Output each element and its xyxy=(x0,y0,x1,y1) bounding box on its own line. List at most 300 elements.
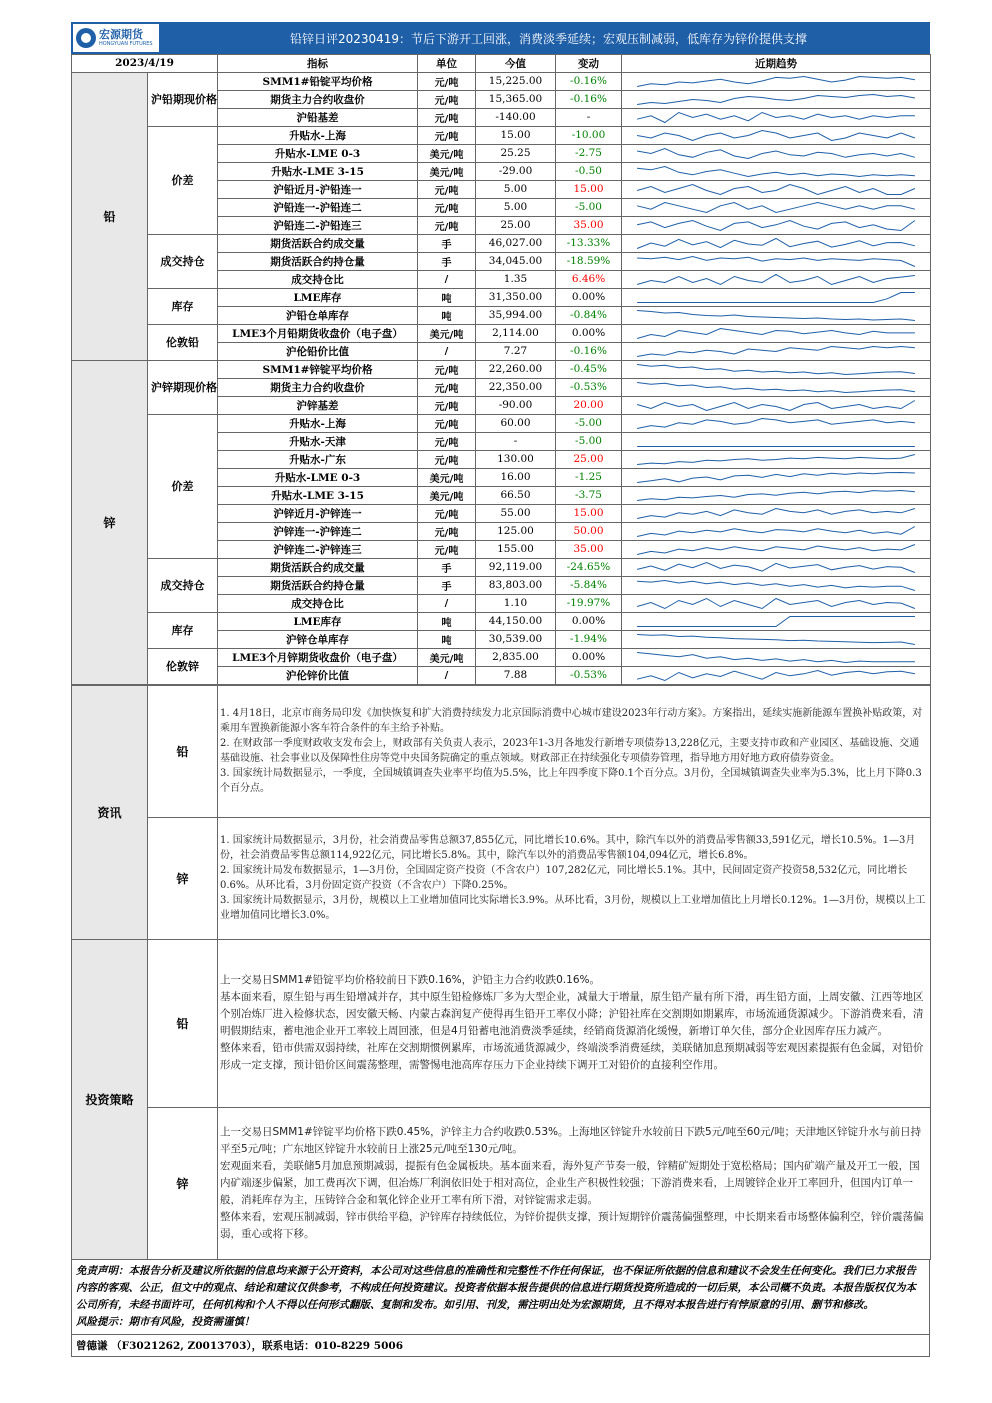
trend-sparkline xyxy=(625,451,927,468)
trend-line xyxy=(637,634,915,644)
strategy-lead-label: 铅 xyxy=(148,939,218,1107)
indicator-name: 期货活跃合约持仓量 xyxy=(218,252,418,270)
news-zinc-p1: 1. 国家统计局数据显示，3月份，社会消费品零售总额37,855亿元，同比增长10.6%。其中，除汽车以外的消费品零售额33,591亿元，增长10.5%。1—3月份，社会消费品零售总额114,922亿元，同比增长5.8%。其中，除汽车以外的消费品零售额104,094亿元，增长6.8%。 xyxy=(220,835,916,861)
col-header-indicator: 指标 xyxy=(218,55,418,73)
trend-line xyxy=(637,526,915,536)
trend-sparkline xyxy=(625,361,927,378)
trend-line xyxy=(637,400,915,410)
logo-emblem-icon xyxy=(76,28,96,48)
trend-line xyxy=(637,598,915,608)
indicator-name: 升贴水-上海 xyxy=(218,126,418,144)
current-value: 155.00 xyxy=(476,540,556,558)
indicator-unit: 手 xyxy=(418,234,476,252)
trend-cell xyxy=(622,270,931,288)
trend-sparkline xyxy=(625,595,927,612)
change-value: -1.94% xyxy=(556,630,622,648)
group-label: 伦敦铅 xyxy=(148,324,218,360)
trend-cell xyxy=(622,612,931,630)
strategy-zinc-p3: 整体来看，宏观压制减弱，锌市供给平稳，沪锌库存持续低位，为锌价提供支撑，预计短期锌价震荡偏强整理，中长期来看市场整体偏利空，锌价震荡偏弱，重心或将下移。 xyxy=(220,1210,924,1240)
table-row xyxy=(72,324,931,342)
trend-line xyxy=(637,274,915,284)
change-value: 35.00 xyxy=(556,540,622,558)
current-value: 16.00 xyxy=(476,468,556,486)
group-label: 库存 xyxy=(148,612,218,648)
trend-sparkline xyxy=(625,343,927,360)
strategy-zinc-body xyxy=(218,1107,931,1259)
current-value: -90.00 xyxy=(476,396,556,414)
current-value: 15,365.00 xyxy=(476,90,556,108)
trend-sparkline xyxy=(625,199,927,216)
indicator-name: LME库存 xyxy=(218,288,418,306)
table-row xyxy=(72,360,931,378)
indicator-name: 升贴水-LME 3-15 xyxy=(218,486,418,504)
trend-cell xyxy=(622,486,931,504)
trend-sparkline xyxy=(625,127,927,144)
trend-sparkline xyxy=(625,109,927,126)
change-value: 15.00 xyxy=(556,504,622,522)
disclaimer-text: 免责声明：本报告分析及建议所依据的信息均来源于公开资料，本公司对这些信息的准确性和完整性不作任何保证，也不保证所依据的信息和建议不会发生任何变化。我们已力求报告内容的客观、公正，但文中的观点、结论和建议仅供参考，不构成任何投资建议。投资者依据本报告提供的信息进行期货投资所造成的一切后果，本公司概不负责。本报告版权仅为本公司所有，未经书面许可，任何机构和个人不得以任何形式翻版、复制和发布。如引用、刊发，需注明出处为宏源期货，且不得对本报告进行有悖原意的引用、删节和修改。 xyxy=(76,1264,916,1311)
indicator-unit: 美元/吨 xyxy=(418,144,476,162)
indicator-name: 升贴水-LME 0-3 xyxy=(218,144,418,162)
indicator-unit: 手 xyxy=(418,576,476,594)
indicator-name: 沪铅仓单库存 xyxy=(218,306,418,324)
group-label: 成交持仓 xyxy=(148,234,218,288)
indicator-unit: 元/吨 xyxy=(418,360,476,378)
col-header-trend: 近期趋势 xyxy=(622,55,931,73)
trend-sparkline xyxy=(625,181,927,198)
change-value: -13.33% xyxy=(556,234,622,252)
trend-line xyxy=(637,112,915,122)
current-value: 7.27 xyxy=(476,342,556,360)
current-value: 1.10 xyxy=(476,594,556,612)
trend-sparkline xyxy=(625,469,927,486)
indicator-name: 成交持仓比 xyxy=(218,270,418,288)
strategy-section-label: 投资策略 xyxy=(72,939,148,1259)
news-lead-p3: 3. 国家统计局数据显示，一季度，全国城镇调查失业率平均值为5.5%，比上年四季度下降0.1个百分点。3月份，全国城镇调查失业率为5.3%，比上月下降0.3个百分点。 xyxy=(220,768,922,794)
trend-line xyxy=(637,76,915,86)
indicator-name: LME3个月锌期货收盘价（电子盘） xyxy=(218,648,418,666)
news-lead-body xyxy=(218,685,931,817)
risk-warning: 风险提示：期市有风险，投资需谨慎！ xyxy=(76,1315,255,1328)
group-label: 库存 xyxy=(148,288,218,324)
indicator-name: SMM1#铅锭平均价格 xyxy=(218,72,418,90)
change-value: -5.84% xyxy=(556,576,622,594)
current-value: 2,114.00 xyxy=(476,324,556,342)
indicator-unit: 元/吨 xyxy=(418,180,476,198)
current-value: 5.00 xyxy=(476,198,556,216)
report-title: 铅锌日评20230419：节后下游开工回涨，消费淡季延续；宏观压制减弱，低库存为锌价提供支撑 xyxy=(289,31,808,46)
trend-line xyxy=(637,490,915,500)
indicator-unit: 元/吨 xyxy=(418,198,476,216)
trend-sparkline xyxy=(625,73,927,90)
trend-sparkline xyxy=(625,577,927,594)
indicator-name: SMM1#锌锭平均价格 xyxy=(218,360,418,378)
trend-line xyxy=(637,562,915,572)
indicator-name: 升贴水-广东 xyxy=(218,450,418,468)
trend-cell xyxy=(622,198,931,216)
change-value: -5.00 xyxy=(556,432,622,450)
indicator-unit: 元/吨 xyxy=(418,90,476,108)
trend-cell xyxy=(622,252,931,270)
strategy-zinc-label: 锌 xyxy=(148,1107,218,1259)
trend-cell xyxy=(622,576,931,594)
change-value: 25.00 xyxy=(556,450,622,468)
current-value: 2,835.00 xyxy=(476,648,556,666)
indicator-name: 沪铅连二-沪铅连三 xyxy=(218,216,418,234)
news-lead-label: 铅 xyxy=(148,685,218,817)
logo-name-en: HONGYUAN FUTURES xyxy=(99,41,153,47)
trend-line xyxy=(637,94,915,104)
strategy-zinc-p2: 宏观面来看，美联储5月加息预期减弱，提振有色金属板块。基本面来看，海外复产节奏一般，锌精矿短期处于宽松格局；国内矿端产量及开工一般，国内矿端逐步偏紧，加工费再次下调，但冶炼厂利润依旧处于相对高位，企业生产积极性较强；下游消费来看，上周镀锌企业开工率回升，但国内订单一般，消耗库存为主，压铸锌合金和氧化锌企业开工率有所下滑，对锌锭需求走弱。 xyxy=(220,1159,920,1206)
strategy-lead-p2: 基本面来看，原生铅与再生铅增减并存，其中原生铅检修炼厂多为大型企业，减量大于增量，原生铅产量有所下滑，再生铅方面，上周安徽、江西等地区个别冶炼厂进入检修状态，因安徽天畅、内蒙古森润复产使得再生铅开工率仅小降；沪铅社库在交割期如期累库，市场流通货源减少。下游消费来看，清明假期结束，蓄电池企业开工率较上周回涨，但是4月铅蓄电池消费淡季延续，经销商货源消化缓慢，新增订单欠佳，部分企业因库存压力减产。 xyxy=(220,991,924,1037)
trend-sparkline xyxy=(625,163,927,180)
change-value: -0.53% xyxy=(556,666,622,684)
current-value: 66.50 xyxy=(476,486,556,504)
indicator-unit: 元/吨 xyxy=(418,72,476,90)
indicator-unit: 元/吨 xyxy=(418,378,476,396)
table-header-row xyxy=(72,55,931,73)
change-value: - xyxy=(556,108,622,126)
indicator-unit: 吨 xyxy=(418,630,476,648)
trend-line xyxy=(637,256,915,266)
trend-sparkline xyxy=(625,433,927,450)
col-header-change: 变动 xyxy=(556,55,622,73)
trend-sparkline xyxy=(625,145,927,162)
trend-line xyxy=(637,310,915,320)
indicator-name: LME库存 xyxy=(218,612,418,630)
current-value: 83,803.00 xyxy=(476,576,556,594)
change-value: -0.16% xyxy=(556,90,622,108)
indicator-unit: 元/吨 xyxy=(418,432,476,450)
current-value: 44,150.00 xyxy=(476,612,556,630)
change-value: -2.75 xyxy=(556,144,622,162)
table-row xyxy=(72,414,931,432)
trend-sparkline xyxy=(625,523,927,540)
trend-line xyxy=(637,238,915,248)
trend-sparkline xyxy=(625,667,927,684)
change-value: 15.00 xyxy=(556,180,622,198)
indicator-name: LME3个月铅期货收盘价（电子盘） xyxy=(218,324,418,342)
indicator-unit: 吨 xyxy=(418,306,476,324)
trend-cell xyxy=(622,522,931,540)
indicator-name: 沪锌连二-沪锌连三 xyxy=(218,540,418,558)
current-value: 25.25 xyxy=(476,144,556,162)
change-value: 35.00 xyxy=(556,216,622,234)
disclaimer-block xyxy=(71,1260,930,1335)
trend-sparkline xyxy=(625,379,927,396)
news-zinc-label: 锌 xyxy=(148,817,218,939)
indicator-unit: 元/吨 xyxy=(418,126,476,144)
indicator-unit: 元/吨 xyxy=(418,540,476,558)
indicator-name: 沪锌连一-沪锌连二 xyxy=(218,522,418,540)
trend-line xyxy=(637,202,915,212)
table-row xyxy=(72,126,931,144)
group-label: 成交持仓 xyxy=(148,558,218,612)
trend-cell xyxy=(622,108,931,126)
indicator-unit: / xyxy=(418,342,476,360)
indicator-name: 期货活跃合约成交量 xyxy=(218,234,418,252)
logo-name-cn: 宏源期货 xyxy=(99,28,143,41)
change-value: 0.00% xyxy=(556,612,622,630)
trend-line xyxy=(637,292,915,302)
current-value: 130.00 xyxy=(476,450,556,468)
trend-line xyxy=(637,382,915,392)
trend-sparkline xyxy=(625,613,927,630)
company-logo xyxy=(73,24,159,52)
trend-cell xyxy=(622,666,931,684)
trend-line xyxy=(637,346,915,356)
trend-sparkline xyxy=(625,649,927,666)
trend-cell xyxy=(622,144,931,162)
current-value: 55.00 xyxy=(476,504,556,522)
news-zinc-p2: 2. 国家统计局发布数据显示，1—3月份，全国固定资产投资（不含农户）107,282亿元，同比增长5.1%。其中，民间固定资产投资58,532亿元，同比增长0.6%。从环比看，3月份固定资产投资（不含农户）下降0.25%。 xyxy=(220,865,908,891)
indicator-name: 沪锌基差 xyxy=(218,396,418,414)
indicator-unit: 元/吨 xyxy=(418,504,476,522)
strategy-lead-body xyxy=(218,939,931,1107)
indicator-unit: 元/吨 xyxy=(418,414,476,432)
table-row xyxy=(72,648,931,666)
col-header-unit: 单位 xyxy=(418,55,476,73)
trend-cell xyxy=(622,414,931,432)
trend-sparkline xyxy=(625,307,927,324)
change-value: -5.00 xyxy=(556,414,622,432)
change-value: -10.00 xyxy=(556,126,622,144)
indicator-name: 沪锌近月-沪锌连一 xyxy=(218,504,418,522)
change-value: -0.45% xyxy=(556,360,622,378)
strategy-lead-p3: 整体来看，铅市供需双弱持续，社库在交割期惯例累库，市场流通货源减少，终端淡季消费延续，美联储加息预期减弱等宏观因素提振有色金属，对铅价形成一定支撑，预计铅价区间震荡整理，需警惕电池高库存压力下企业持续下调开工对铅价的直接利空作用。 xyxy=(220,1042,924,1071)
indicator-name: 成交持仓比 xyxy=(218,594,418,612)
current-value: - xyxy=(476,432,556,450)
indicator-unit: 元/吨 xyxy=(418,522,476,540)
trend-cell xyxy=(622,468,931,486)
trend-cell xyxy=(622,360,931,378)
trend-line xyxy=(637,652,915,662)
indicator-unit: / xyxy=(418,594,476,612)
trend-sparkline xyxy=(625,271,927,288)
indicator-unit: 美元/吨 xyxy=(418,162,476,180)
current-value: -29.00 xyxy=(476,162,556,180)
change-value: -0.50 xyxy=(556,162,622,180)
strategy-zinc-p1: 上一交易日SMM1#锌锭平均价格下跌0.45%，沪锌主力合约收跌0.53%。上海地区锌锭升水较前日下跌5元/吨至60元/吨；天津地区锌锭升水与前日持平至5元/吨；广东地区锌锭升水较前日上涨25元/吨至130元/吨。 xyxy=(220,1125,922,1155)
change-value: -24.65% xyxy=(556,558,622,576)
current-value: 22,260.00 xyxy=(476,360,556,378)
indicator-name: 升贴水-天津 xyxy=(218,432,418,450)
current-value: 125.00 xyxy=(476,522,556,540)
indicator-name: 期货主力合约收盘价 xyxy=(218,378,418,396)
change-value: 20.00 xyxy=(556,396,622,414)
indicator-unit: 美元/吨 xyxy=(418,486,476,504)
current-value: 7.88 xyxy=(476,666,556,684)
trend-line xyxy=(637,166,915,176)
indicator-name: 沪铅连一-沪铅连二 xyxy=(218,198,418,216)
change-value: 6.46% xyxy=(556,270,622,288)
news-zinc-p3: 3. 国家统计局数据显示，3月份，规模以上工业增加值同比实际增长3.9%。从环比看，3月份，规模以上工业增加值比上月增长0.12%。1—3月份，规模以上工业增加值同比增长3.0%。 xyxy=(220,895,926,921)
current-value: 25.00 xyxy=(476,216,556,234)
change-value: -0.16% xyxy=(556,342,622,360)
trend-sparkline xyxy=(625,397,927,414)
indicator-name: 升贴水-LME 3-15 xyxy=(218,162,418,180)
trend-line xyxy=(637,472,915,482)
current-value: -140.00 xyxy=(476,108,556,126)
trend-sparkline xyxy=(625,217,927,234)
trend-cell xyxy=(622,648,931,666)
indicator-name: 沪锌仓单库存 xyxy=(218,630,418,648)
change-value: 0.00% xyxy=(556,324,622,342)
indicator-unit: 吨 xyxy=(418,612,476,630)
indicator-unit: / xyxy=(418,270,476,288)
indicator-name: 期货活跃合约持仓量 xyxy=(218,576,418,594)
change-value: -1.25 xyxy=(556,468,622,486)
trend-cell xyxy=(622,342,931,360)
change-value: -3.75 xyxy=(556,486,622,504)
trend-sparkline xyxy=(625,487,927,504)
current-value: 15.00 xyxy=(476,126,556,144)
trend-cell xyxy=(622,504,931,522)
report-date: 2023/4/19 xyxy=(72,55,218,73)
news-zinc-body xyxy=(218,817,931,939)
trend-sparkline xyxy=(625,559,927,576)
trend-sparkline xyxy=(625,235,927,252)
trend-cell xyxy=(622,306,931,324)
change-value: -5.00 xyxy=(556,198,622,216)
indicator-unit: 手 xyxy=(418,558,476,576)
trend-cell xyxy=(622,324,931,342)
indicator-name: 沪伦锌价比值 xyxy=(218,666,418,684)
trend-sparkline xyxy=(625,505,927,522)
trend-sparkline xyxy=(625,415,927,432)
trend-line xyxy=(637,454,915,464)
indicator-unit: 元/吨 xyxy=(418,216,476,234)
indicator-unit: 元/吨 xyxy=(418,396,476,414)
trend-sparkline xyxy=(625,541,927,558)
trend-sparkline xyxy=(625,91,927,108)
trend-cell xyxy=(622,378,931,396)
news-lead-p2: 2. 在财政部一季度财政收支发布会上，财政部有关负责人表示，2023年1-3月各地发行新增专项债券13,228亿元，主要支持市政和产业园区、基础设施、交通基础设施、社会事业以及保障性住房等党中央国务院确定的重点领域。财政部正在持续强化专项债券管理，指导地方用好地方政府债券资金。 xyxy=(220,738,920,764)
trend-line xyxy=(637,220,915,230)
news-table xyxy=(71,685,931,1260)
current-value: 46,027.00 xyxy=(476,234,556,252)
indicator-unit: 手 xyxy=(418,252,476,270)
group-label: 沪铅期现价格 xyxy=(148,72,218,126)
trend-cell xyxy=(622,540,931,558)
current-value: 30,539.00 xyxy=(476,630,556,648)
market-data-table xyxy=(71,54,931,685)
current-value: 34,045.00 xyxy=(476,252,556,270)
trend-line xyxy=(637,328,915,338)
trend-cell xyxy=(622,558,931,576)
trend-cell xyxy=(622,288,931,306)
col-header-current: 今值 xyxy=(476,55,556,73)
trend-line xyxy=(637,670,915,680)
indicator-name: 沪铅基差 xyxy=(218,108,418,126)
trend-cell xyxy=(622,234,931,252)
change-value: -19.97% xyxy=(556,594,622,612)
change-value: -0.84% xyxy=(556,306,622,324)
indicator-unit: 元/吨 xyxy=(418,108,476,126)
indicator-unit: 元/吨 xyxy=(418,450,476,468)
indicator-name: 期货主力合约收盘价 xyxy=(218,90,418,108)
trend-line xyxy=(637,544,915,554)
change-value: 0.00% xyxy=(556,288,622,306)
trend-line xyxy=(637,418,915,428)
change-value: -0.16% xyxy=(556,72,622,90)
strategy-lead-p1: 上一交易日SMM1#铅锭平均价格较前日下跌0.16%，沪铅主力合约收跌0.16%。 xyxy=(220,974,600,986)
change-value: 50.00 xyxy=(556,522,622,540)
current-value: 92,119.00 xyxy=(476,558,556,576)
table-row xyxy=(72,612,931,630)
indicator-unit: 美元/吨 xyxy=(418,468,476,486)
indicator-name: 升贴水-LME 0-3 xyxy=(218,468,418,486)
indicator-unit: 美元/吨 xyxy=(418,648,476,666)
group-label: 沪锌期现价格 xyxy=(148,360,218,414)
report-header xyxy=(71,22,930,54)
table-row xyxy=(72,234,931,252)
trend-cell xyxy=(622,180,931,198)
trend-sparkline xyxy=(625,289,927,306)
change-value: 0.00% xyxy=(556,648,622,666)
trend-cell xyxy=(622,396,931,414)
trend-sparkline xyxy=(625,631,927,648)
news-section-label: 资讯 xyxy=(72,685,148,939)
section-label: 锌 xyxy=(72,360,148,684)
trend-sparkline xyxy=(625,325,927,342)
trend-line xyxy=(637,508,915,518)
table-row xyxy=(72,558,931,576)
news-lead-p1: 1. 4月18日，北京市商务局印发《加快恢复和扩大消费持续发力北京国际消费中心城市建设2023年行动方案》。方案指出，延续实施新能源车置换补贴政策，对乘用车置换新能源小客车符合条件的车主给予补贴。 xyxy=(220,708,923,734)
indicator-unit: 吨 xyxy=(418,288,476,306)
trend-line xyxy=(637,364,915,374)
trend-line xyxy=(637,148,915,158)
section-label: 铅 xyxy=(72,72,148,360)
trend-cell xyxy=(622,126,931,144)
indicator-name: 沪铅近月-沪铅连一 xyxy=(218,180,418,198)
indicator-name: 期货活跃合约成交量 xyxy=(218,558,418,576)
current-value: 22,350.00 xyxy=(476,378,556,396)
trend-cell xyxy=(622,630,931,648)
trend-sparkline xyxy=(625,253,927,270)
trend-cell xyxy=(622,90,931,108)
indicator-unit: / xyxy=(418,666,476,684)
current-value: 31,350.00 xyxy=(476,288,556,306)
trend-line xyxy=(637,184,915,194)
indicator-unit: 美元/吨 xyxy=(418,324,476,342)
group-label: 价差 xyxy=(148,414,218,558)
indicator-name: 沪伦铅价比值 xyxy=(218,342,418,360)
table-row xyxy=(72,72,931,90)
report-sheet xyxy=(71,22,930,1357)
trend-cell xyxy=(622,594,931,612)
group-label: 伦敦锌 xyxy=(148,648,218,684)
current-value: 15,225.00 xyxy=(476,72,556,90)
analyst-contact: 曾德谦 （F3021262, Z0013703），联系电话：010-8229 5006 xyxy=(71,1335,930,1357)
current-value: 5.00 xyxy=(476,180,556,198)
indicator-name: 升贴水-上海 xyxy=(218,414,418,432)
group-label: 价差 xyxy=(148,126,218,234)
trend-cell xyxy=(622,216,931,234)
trend-line xyxy=(637,130,915,140)
trend-cell xyxy=(622,72,931,90)
trend-line xyxy=(637,616,915,626)
current-value: 35,994.00 xyxy=(476,306,556,324)
trend-line xyxy=(637,580,915,590)
current-value: 60.00 xyxy=(476,414,556,432)
change-value: -0.53% xyxy=(556,378,622,396)
current-value: 1.35 xyxy=(476,270,556,288)
trend-cell xyxy=(622,450,931,468)
trend-cell xyxy=(622,162,931,180)
trend-cell xyxy=(622,432,931,450)
table-row xyxy=(72,288,931,306)
